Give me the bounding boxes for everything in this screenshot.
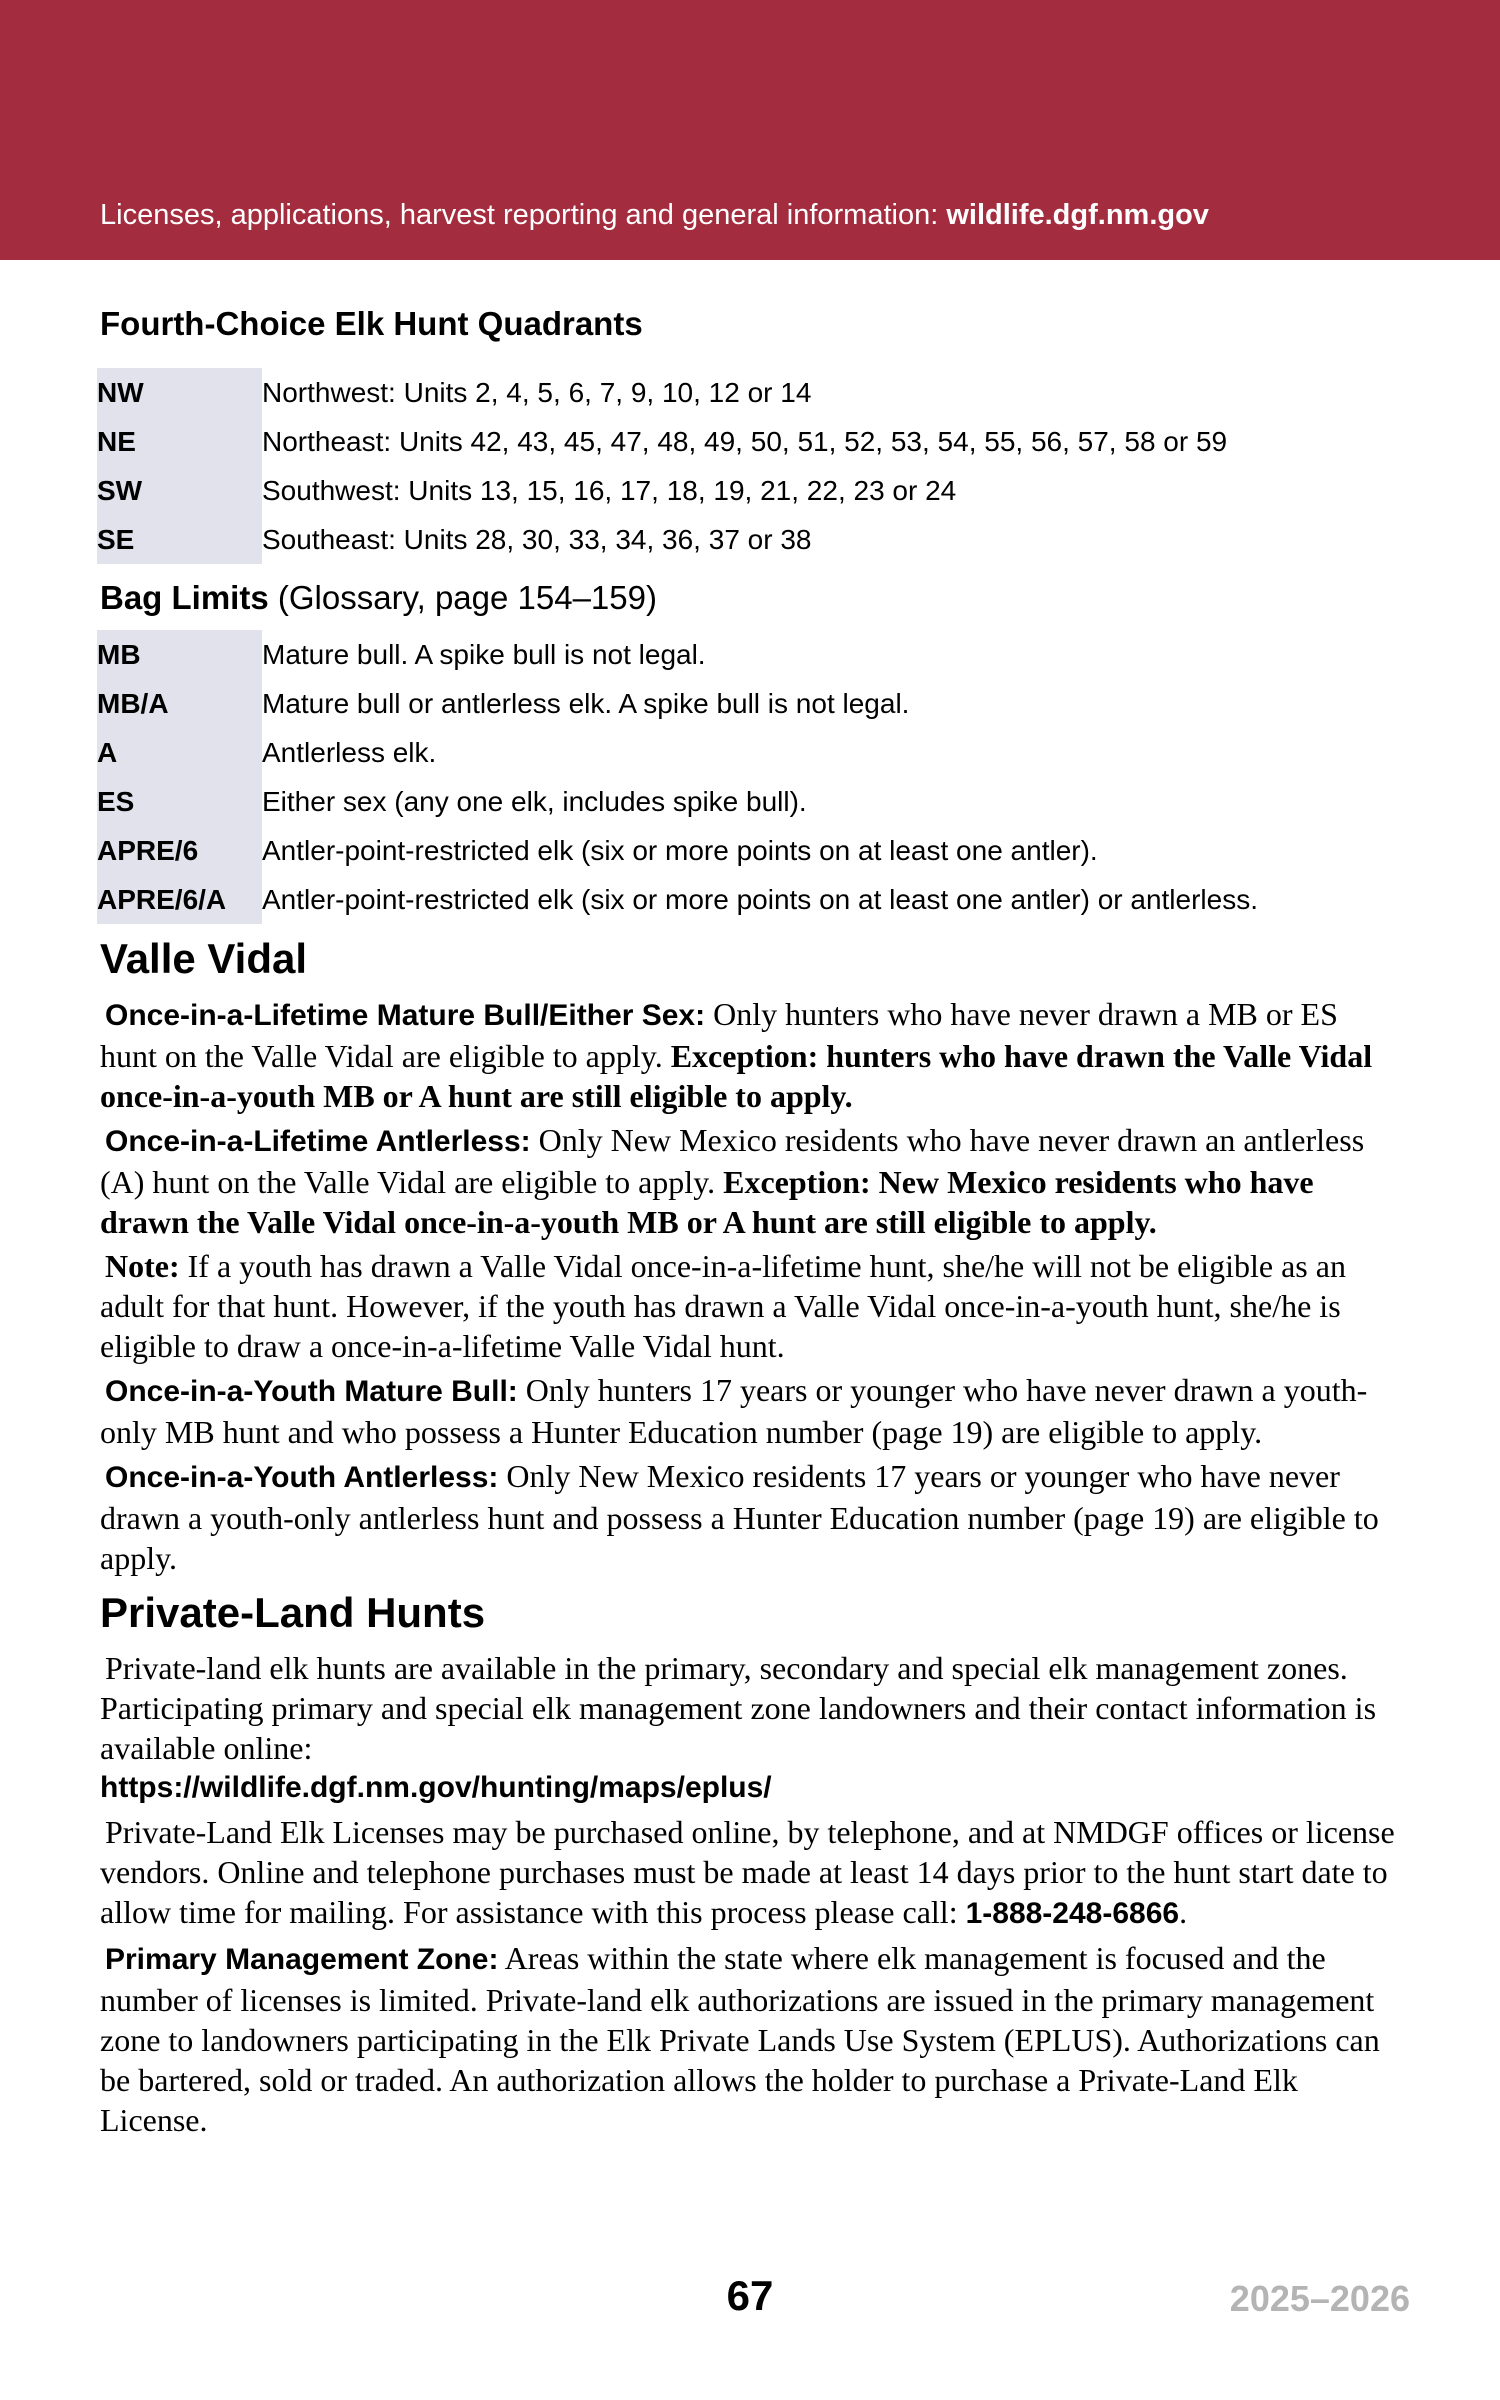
bag-limit-code: APRE/6/A [97,875,262,924]
table-row [97,515,1227,564]
quadrant-description: Northwest: Units 2, 4, 5, 6, 7, 9, 10, 12 or 14 [262,376,812,408]
quadrant-code: SE [97,515,262,564]
paragraph-text: . [1179,1894,1188,1930]
bag-limit-code: MB/A [97,679,262,728]
paragraph-lead-in: Once-in-a-Lifetime Antlerless: [105,1125,531,1158]
quadrants-table [97,368,1227,564]
table-row [97,875,1258,924]
paragraph-once-youth-antlerless [100,1456,1400,1578]
paragraph-text: If a youth has drawn a Valle Vidal once-in-a-lifetime hunt, she/he will not be eligible as an adult for that hunt. However, if the youth has drawn a Valle Vidal once-in-a-youth hunt, she/he is eligible to draw a once-in-a-lifetime Valle Vidal hunt. [100,1248,1346,1364]
bag-limit-code: MB [97,630,262,679]
paragraph-text: Only New Mexico residents 17 years or younger who have never drawn a youth-only antlerless hunt and possess a Hunter Education number (page 19) are eligible to apply. [100,1458,1379,1576]
paragraph-exception-text: Exception: New Mexico residents who have drawn the Valle Vidal once-in-a-youth MB or A hunt are still eligible to apply. [100,1164,1314,1240]
table-row [97,368,1227,417]
paragraph-lead-in: Primary Management Zone: [105,1943,499,1976]
bag-limits-title-glossary-ref: (Glossary, page 154–159) [268,579,657,616]
paragraph-note-label: Note: [105,1248,180,1284]
bag-limit-description: Antler-point-restricted elk (six or more points on at least one antler) or antlerless. [262,883,1258,915]
paragraph-primary-management-zone [100,1938,1400,2140]
paragraph-text: Private-Land Elk Licenses may be purchased online, by telephone, and at NMDGF offices or license vendors. Online and telephone purchases must be made at least 14 days prior to the hunt start date to allow time for mailing. For assistance with this process please call: [100,1814,1395,1930]
quadrant-description: Southeast: Units 28, 30, 33, 34, 36, 37 or 38 [262,523,812,555]
paragraph-license-purchase [100,1812,1400,1934]
section-title-valle-vidal: Valle Vidal [100,935,308,982]
bag-limit-description: Mature bull or antlerless elk. A spike bull is not legal. [262,687,910,719]
bag-limit-description: Antler-point-restricted elk (six or more points on at least one antler). [262,834,1098,866]
table-row [97,466,1227,515]
paragraph-once-lifetime-antlerless [100,1120,1400,1242]
table-row [97,728,1258,777]
header-website-text: wildlife.dgf.nm.gov [946,199,1209,231]
paragraph-note [100,1246,1400,1366]
page-number: 67 [726,2272,774,2319]
page-content [0,304,1500,2140]
paragraph-once-youth-mature-bull [100,1370,1400,1452]
paragraph-lead-in: Once-in-a-Youth Mature Bull: [105,1375,518,1408]
table-row [97,679,1258,728]
assistance-phone-number: 1-888-248-6866 [965,1897,1180,1930]
table-row [97,826,1258,875]
section-title-quadrants: Fourth-Choice Elk Hunt Quadrants [100,305,643,342]
bag-limits-table [97,630,1258,924]
paragraph-text: Only hunters 17 years or younger who have never drawn a youth-only MB hunt and who possess a Hunter Education number (page 19) are eligible to apply. [100,1372,1368,1450]
bag-limit-description: Antlerless elk. [262,736,437,768]
paragraph-text: Only hunters who have never drawn a MB or ES hunt on the Valle Vidal are eligible to apply. [100,996,1338,1074]
page-footer [0,2272,1500,2332]
paragraph-once-lifetime-mature-bull [100,994,1400,1116]
paragraph-text: Areas within the state where elk management is focused and the number of licenses is limited. Private-land elk authorizations are issued in the primary management zone to landowners participating in the Elk Private Lands Use System (EPLUS). Authorizations can be bartered, sold or traded. An authorization allows the holder to purchase a Private-Land Elk License. [100,1940,1380,2138]
header-info-line [100,198,1500,232]
quadrant-description: Southwest: Units 13, 15, 16, 17, 18, 19, 21, 22, 23 or 24 [262,474,957,506]
quadrant-code: NE [97,417,262,466]
table-row [97,417,1227,466]
paragraph-exception-text: Exception: hunters who have drawn the Valle Vidal once-in-a-youth MB or A hunt are still eligible to apply. [100,1038,1373,1114]
bag-limit-code: ES [97,777,262,826]
quadrant-description: Northeast: Units 42, 43, 45, 47, 48, 49, 50, 51, 52, 53, 54, 55, 56, 57, 58 or 59 [262,425,1228,457]
section-title-private-land-hunts: Private-Land Hunts [100,1589,486,1636]
bag-limit-description: Either sex (any one elk, includes spike bull). [262,785,807,817]
paragraph-private-land-intro [100,1648,1400,1808]
bag-limit-code: A [97,728,262,777]
paragraph-lead-in: Once-in-a-Youth Antlerless: [105,1461,499,1494]
paragraph-text: Private-land elk hunts are available in the primary, secondary and special elk management zones. Participating primary and special elk management zone landowners and their contact information is available online: [100,1650,1377,1766]
header-band [0,0,1500,260]
bag-limits-title-text: Bag Limits [100,579,269,616]
quadrant-code: NW [97,368,262,417]
header-info-text: Licenses, applications, harvest reporting and general information: [100,199,947,231]
table-row [97,777,1258,826]
season-label: 2025–2026 [1229,2278,1410,2319]
quadrant-code: SW [97,466,262,515]
bag-limit-code: APRE/6 [97,826,262,875]
bag-limit-description: Mature bull. A spike bull is not legal. [262,638,706,670]
paragraph-text: Only New Mexico residents who have never drawn an antlerless (A) hunt on the Valle Vidal are eligible to apply. [100,1122,1365,1200]
eplus-url-text: https://wildlife.dgf.nm.gov/hunting/maps/eplus/ [100,1771,772,1804]
table-row [97,630,1258,679]
section-title-bag-limits [100,578,1400,618]
paragraph-lead-in: Once-in-a-Lifetime Mature Bull/Either Sex: [105,999,706,1032]
